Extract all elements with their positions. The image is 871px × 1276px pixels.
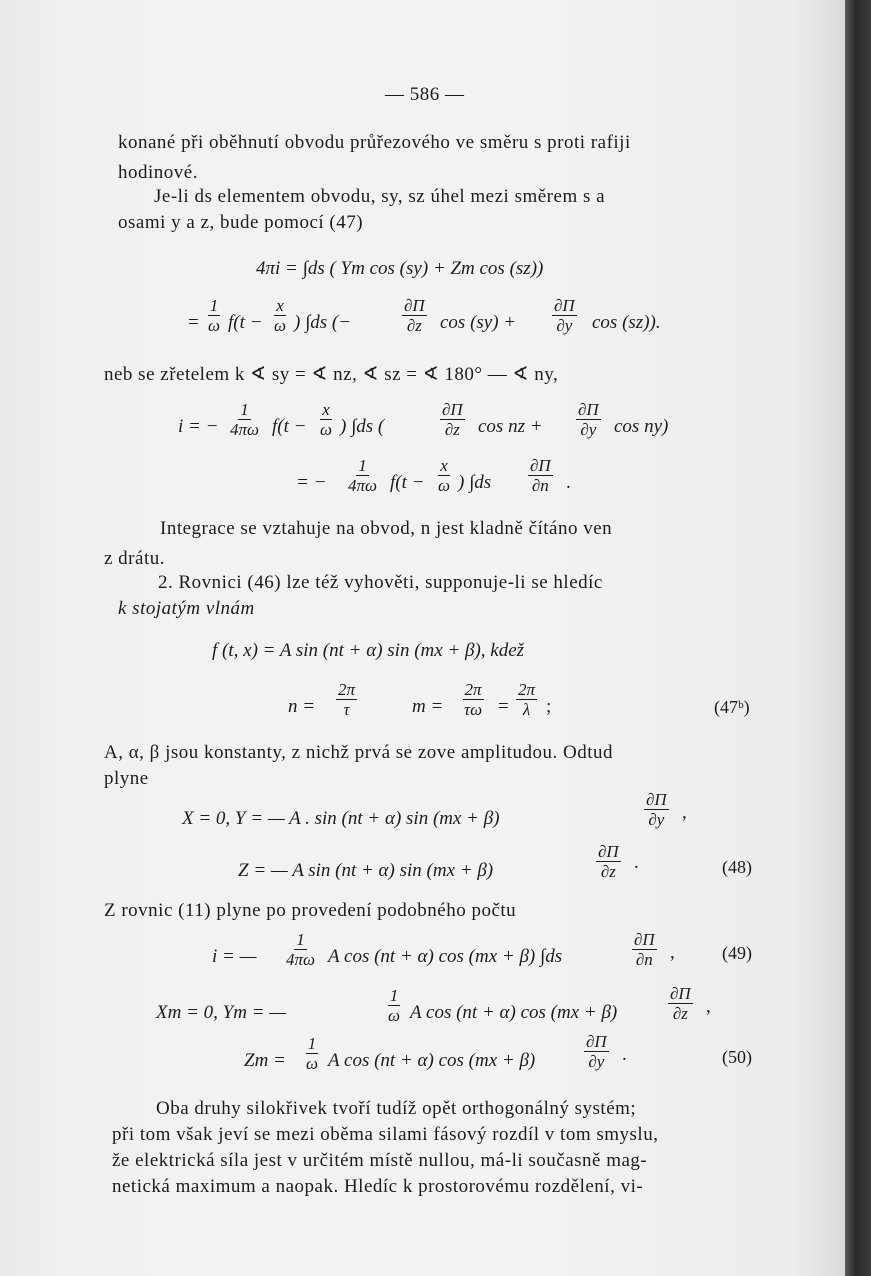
text-line: při tom však jeví se mezi oběma silami fásový rozdíl v tom smyslu,: [112, 1124, 659, 1145]
fraction: $\frac{\partial\Pi}{\partial y}$: [578, 400, 599, 439]
equation-part: ) ∫ds (−: [294, 312, 352, 333]
equation-part: ) ∫ds: [458, 472, 492, 493]
fraction: $\frac{\partial\Pi}{\partial y}$: [586, 1032, 607, 1071]
fraction: $\frac{x}{\omega}$: [438, 456, 451, 495]
equation-part: Xm = 0, Ym = —: [156, 1002, 287, 1023]
page-edge-shadow: [845, 0, 871, 1276]
fraction: $\frac{\partial\Pi}{\partial y}$: [554, 296, 575, 335]
equation-part: ,: [682, 802, 687, 823]
text-line: netická maximum a naopak. Hledíc k prostorovému rozdělení, vi-: [112, 1176, 644, 1197]
equation-part: f(t −: [390, 472, 425, 493]
text-line: neb se zřetelem k ∢ sy = ∢ nz, ∢ sz = ∢ 180° — ∢ ny,: [104, 364, 559, 385]
fraction: $\frac{1}{4\pi\omega}$: [230, 400, 260, 439]
text-line: z drátu.: [104, 548, 165, 569]
fraction: $\frac{\partial\Pi}{\partial n}$: [634, 930, 655, 969]
equation-part: i = —: [212, 946, 257, 967]
fraction: $\frac{\partial\Pi}{\partial z}$: [670, 984, 691, 1023]
equation-part: m =: [412, 696, 444, 717]
equation-number: (47ᵇ): [714, 697, 750, 717]
equation: X = 0, Y = — A . sin (nt + α) sin (mx + β): [182, 808, 500, 829]
text-line: k stojatým vlnám: [118, 598, 255, 619]
text-line: A, α, β jsou konstanty, z nichž prvá se zove amplitudou. Odtud: [104, 742, 613, 763]
equation-part: =: [188, 312, 199, 333]
fraction: $\frac{\partial\Pi}{\partial n}$: [530, 456, 551, 495]
equation-part: .: [622, 1044, 627, 1065]
fraction: $\frac{\partial\Pi}{\partial y}$: [646, 790, 667, 829]
equation-part: ,: [706, 996, 711, 1017]
fraction: $\frac{2\pi}{\lambda}$: [518, 680, 536, 719]
text-line: že elektrická síla jest v určitém místě nullou, má-li současně mag-: [112, 1150, 648, 1171]
equation-part: f(t −: [272, 416, 307, 437]
fraction: $\frac{\partial\Pi}{\partial z}$: [442, 400, 463, 439]
equation-part: i = −: [178, 416, 219, 437]
fraction: $\frac{\partial\Pi}{\partial z}$: [598, 842, 619, 881]
text-line: konané při oběhnutí obvodu průřezového ve směru s proti rafiji: [118, 132, 631, 153]
text-line: 2. Rovnici (46) lze též vyhověti, supponuje-li se hledíc: [158, 572, 603, 593]
page-number: — 586 —: [385, 84, 465, 105]
text-line: Z rovnic (11) plyne po provedení podobného počtu: [104, 900, 517, 921]
text-line: hodinové.: [118, 162, 198, 183]
equation: 4πi = ∫ds ( Ym cos (sy) + Zm cos (sz)): [256, 258, 544, 279]
equation-part: .: [634, 852, 639, 873]
fraction: $\frac{\partial\Pi}{\partial z}$: [404, 296, 425, 335]
equation-part: ;: [546, 696, 552, 717]
equation-part: .: [566, 472, 571, 493]
equation-part: A cos (nt + α) cos (mx + β): [410, 1002, 618, 1023]
equation-part: f(t −: [228, 312, 263, 333]
fraction: $\frac{x}{\omega}$: [320, 400, 333, 439]
text-line: Integrace se vztahuje na obvod, n jest kladně čítáno ven: [160, 518, 613, 539]
equation-part: =: [498, 696, 509, 717]
fraction: $\frac{1}{4\pi\omega}$: [348, 456, 378, 495]
text-line: plyne: [104, 768, 149, 789]
equation: Z = — A sin (nt + α) sin (mx + β): [238, 860, 494, 881]
equation-part: cos nz +: [478, 416, 543, 437]
equation-part: cos (sz)).: [592, 312, 661, 333]
equation-part: cos ny): [614, 416, 669, 437]
fraction: $\frac{1}{\omega}$: [388, 986, 401, 1025]
fraction: $\frac{1}{\omega}$: [306, 1034, 319, 1073]
equation: f (t, x) = A sin (nt + α) sin (mx + β), kdež: [212, 640, 525, 661]
text-line: Oba druhy silokřivek tvoří tudíž opět orthogonálný systém;: [156, 1098, 637, 1119]
equation-number: (48): [722, 857, 752, 877]
fraction: $\frac{1}{\omega}$: [208, 296, 221, 335]
fraction: $\frac{x}{\omega}$: [274, 296, 287, 335]
equation-number: (50): [722, 1047, 752, 1067]
equation-part: A cos (nt + α) cos (mx + β): [328, 1050, 536, 1071]
equation-part: ,: [670, 942, 675, 963]
equation-part: ) ∫ds (: [340, 416, 385, 437]
fraction: $\frac{2\pi}{\tau\omega}$: [464, 680, 483, 719]
fraction: $\frac{1}{4\pi\omega}$: [286, 930, 316, 969]
equation-part: Zm =: [244, 1050, 286, 1071]
equation-part: n =: [288, 696, 316, 717]
equation-part: = −: [296, 472, 327, 493]
equation-part: A cos (nt + α) cos (mx + β) ∫ds: [328, 946, 563, 967]
equation-number: (49): [722, 943, 752, 963]
text-line: Je-li ds elementem obvodu, sy, sz úhel mezi směrem s a: [154, 186, 606, 207]
text-line: osami y a z, bude pomocí (47): [118, 212, 364, 233]
equation-part: cos (sy) +: [440, 312, 517, 333]
fraction: $\frac{2\pi}{\tau}$: [338, 680, 356, 719]
